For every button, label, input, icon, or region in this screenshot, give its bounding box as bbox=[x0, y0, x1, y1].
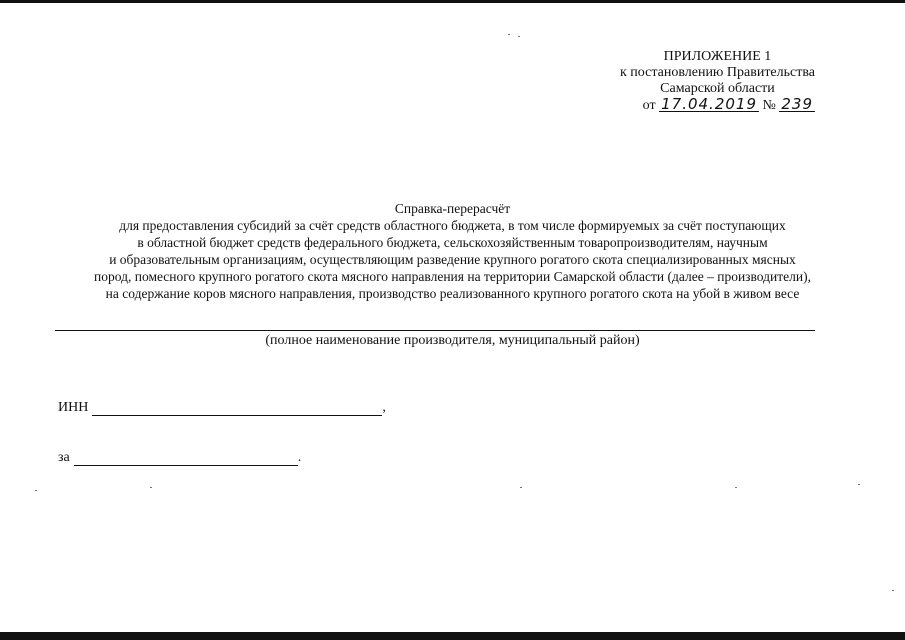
inn-blank[interactable] bbox=[92, 403, 382, 416]
number-prefix: № bbox=[762, 98, 776, 113]
inn-field bbox=[58, 400, 386, 416]
handwritten-number: 239 bbox=[781, 95, 813, 113]
period-suffix: . bbox=[297, 450, 302, 465]
appendix-date-line bbox=[620, 97, 815, 114]
period-field bbox=[58, 450, 301, 466]
title-line: в областной бюджет средств федерального бюджета, сельскохозяйственным товаропроизводителям, научным bbox=[137, 235, 768, 250]
period-blank[interactable] bbox=[74, 453, 298, 466]
title-line: на содержание коров мясного направления, производство реализованного крупного рогатого скота на убой в живом весе bbox=[105, 286, 800, 301]
bottom-scan-border bbox=[0, 632, 905, 640]
period-label: за bbox=[58, 450, 70, 465]
scan-speck bbox=[520, 487, 522, 488]
handwritten-date: 17.04.2019 bbox=[661, 95, 757, 113]
inn-suffix: , bbox=[382, 400, 386, 415]
scan-speck bbox=[735, 487, 737, 488]
appendix-resolution-line: к постановлению Правительства bbox=[619, 65, 815, 80]
scan-speck bbox=[508, 34, 510, 35]
scan-speck bbox=[518, 36, 520, 37]
appendix-header bbox=[620, 49, 815, 114]
scan-speck bbox=[35, 490, 37, 491]
appendix-heading: ПРИЛОЖЕНИЕ 1 bbox=[663, 49, 772, 64]
title-line: и образовательным организациям, осуществляющим разведение крупного рогатого скота специализированных мясных bbox=[109, 252, 796, 267]
document-title-block bbox=[30, 200, 875, 302]
scan-speck bbox=[892, 590, 894, 591]
scan-speck bbox=[858, 484, 860, 485]
inn-label: ИНН bbox=[58, 400, 89, 415]
date-prefix: от bbox=[642, 98, 656, 113]
appendix-region-line: Самарской области bbox=[660, 81, 775, 96]
producer-caption: (полное наименование производителя, муниципальный район) bbox=[265, 333, 640, 348]
document-title: Справка-перерасчёт bbox=[394, 201, 511, 216]
producer-name-blank[interactable] bbox=[55, 330, 815, 331]
scan-speck bbox=[150, 487, 152, 488]
top-scan-border bbox=[0, 0, 905, 3]
title-line: для предоставления субсидий за счёт средств областного бюджета, в том числе формируемых за счёт поступающих bbox=[119, 218, 786, 233]
title-line: пород, помесного крупного рогатого скота мясного направления на территории Самарской области (далее – производители), bbox=[94, 269, 811, 284]
